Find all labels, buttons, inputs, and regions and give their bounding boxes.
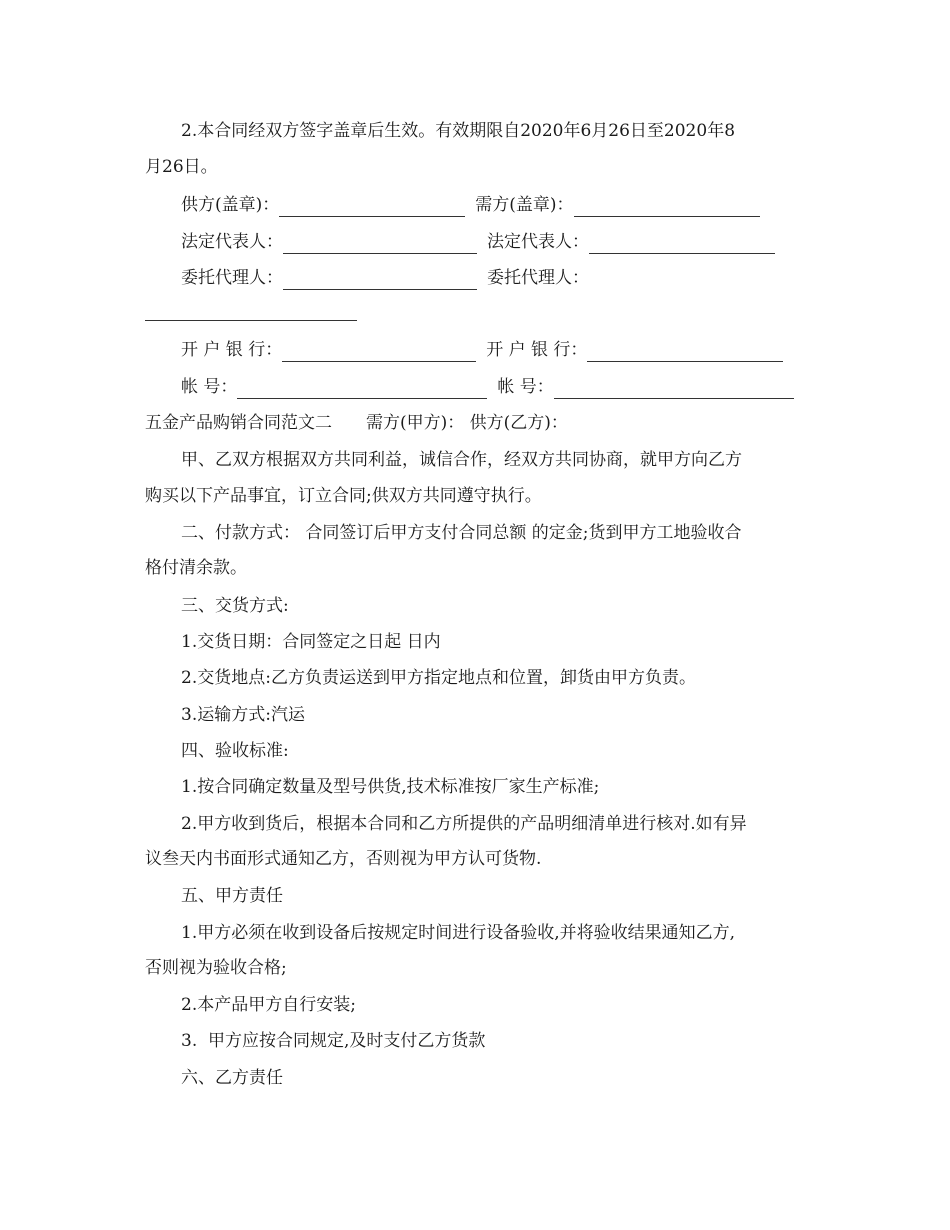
bank-label-a: 开 户 银 行： bbox=[181, 340, 283, 360]
validity-clause-line1: 2.本合同经双方签字盖章后生效。有效期限自2020年6月26日至2020年8 bbox=[181, 121, 736, 141]
payment-line2: 格付清余款。 bbox=[145, 558, 247, 578]
account-label-a: 帐 号： bbox=[181, 377, 238, 397]
legal-rep-blank-a bbox=[283, 235, 477, 254]
acceptance-item1: 1.按合同确定数量及型号供货,技术标准按厂家生产标准; bbox=[181, 777, 600, 797]
party-a-duty1-line1: 1.甲方必须在收到设备后按规定时间进行设备验收,并将验收结果通知乙方, bbox=[181, 923, 736, 943]
delivery-place: 2.交货地点:乙方负责运送到甲方指定地点和位置，卸货由甲方负责。 bbox=[181, 668, 696, 688]
para-intro-line2: 购买以下产品事宜，订立合同;供双方共同遵守执行。 bbox=[145, 486, 542, 506]
delivery-heading: 三、交货方式: bbox=[181, 596, 289, 616]
delivery-date: 1.交货日期：合同签定之日起 日内 bbox=[181, 632, 441, 652]
legal-rep-blank-b bbox=[589, 235, 775, 254]
agent-label-b: 委托代理人： bbox=[487, 268, 589, 288]
supplier-seal-label: 供方(盖章)： bbox=[181, 195, 280, 215]
legal-rep-row bbox=[181, 230, 775, 254]
buyer-seal-label: 需方(盖章)： bbox=[475, 195, 574, 215]
bank-label-b: 开 户 银 行： bbox=[486, 340, 588, 360]
party-a-duty2: 2.本产品甲方自行安装; bbox=[181, 995, 356, 1015]
para-intro-line1: 甲、乙双方根据双方共同利益，诚信合作，经双方共同协商，就甲方向乙方 bbox=[181, 450, 742, 470]
party-a-duty3: 3. 甲方应按合同规定,及时支付乙方货款 bbox=[181, 1031, 486, 1051]
buyer-seal-blank bbox=[574, 198, 760, 217]
bank-blank-b bbox=[587, 343, 783, 362]
validity-clause-line2: 月26日。 bbox=[145, 157, 218, 177]
account-label-b: 帐 号： bbox=[497, 377, 554, 397]
legal-rep-label-a: 法定代表人： bbox=[181, 232, 283, 252]
agent-blank-a bbox=[283, 271, 477, 290]
party-a-duties-heading: 五、甲方责任 bbox=[181, 886, 283, 906]
seal-row bbox=[181, 193, 760, 217]
agent-label-a: 委托代理人： bbox=[181, 268, 283, 288]
contract-title-line: 五金产品购销合同范文二 需方(甲方)： 供方(乙方)： bbox=[145, 413, 568, 433]
legal-rep-label-b: 法定代表人： bbox=[487, 232, 589, 252]
transport-method: 3.运输方式:汽运 bbox=[181, 705, 305, 725]
supplier-seal-blank bbox=[279, 198, 465, 217]
acceptance-item2-line1: 2.甲方收到货后，根据本合同和乙方所提供的产品明细清单进行核对.如有异 bbox=[181, 814, 747, 834]
account-blank-a bbox=[237, 380, 487, 399]
party-a-duty1-line2: 否则视为验收合格; bbox=[145, 958, 287, 978]
bank-blank-a bbox=[282, 343, 476, 362]
party-b-duties-heading: 六、乙方责任 bbox=[181, 1068, 283, 1088]
bank-row bbox=[181, 338, 783, 362]
payment-line1: 二、付款方式： 合同签订后甲方支付合同总额 的定金;货到甲方工地验收合 bbox=[181, 523, 742, 543]
acceptance-item2-line2: 议叁天内书面形式通知乙方，否则视为甲方认可货物. bbox=[145, 849, 542, 869]
account-blank-b bbox=[554, 380, 794, 399]
agent-row bbox=[181, 266, 589, 290]
account-row bbox=[181, 375, 794, 399]
acceptance-heading: 四、验收标准: bbox=[181, 741, 289, 761]
agent-blank-b bbox=[145, 320, 357, 321]
